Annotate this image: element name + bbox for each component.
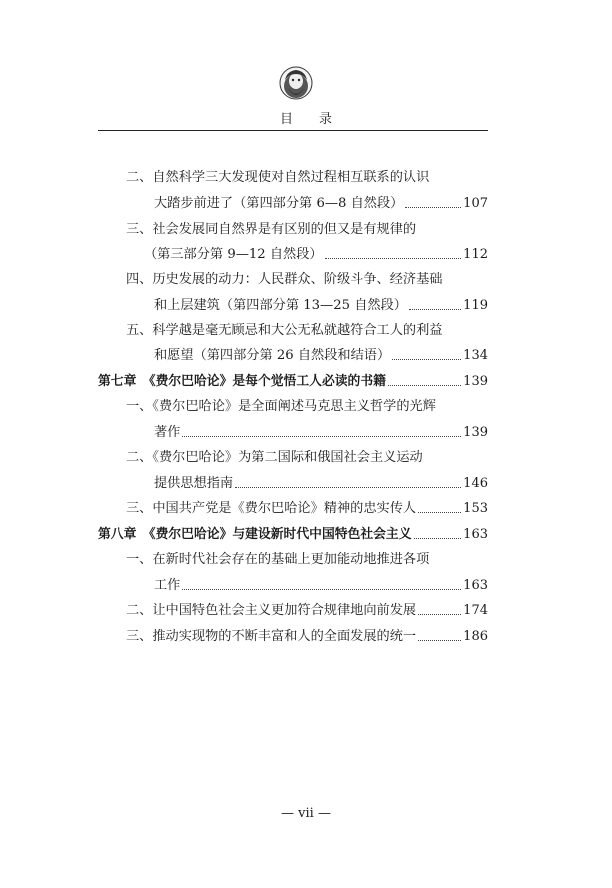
toc-chapter-entry[interactable] (98, 524, 488, 546)
page-footer-number: — vii — (281, 806, 331, 821)
toc-page-number: 107 (463, 196, 488, 211)
toc-entry-title: 四、历史发展的动力：人民群众、阶级斗争、经济基础 (126, 272, 443, 287)
toc-chapter-entry[interactable] (98, 371, 488, 393)
toc-entry[interactable] (126, 269, 443, 291)
toc-entry[interactable] (126, 549, 429, 571)
toc-entry[interactable] (126, 219, 416, 241)
toc-entry[interactable] (154, 295, 488, 317)
toc-entry[interactable] (154, 575, 488, 597)
toc-page-number: 174 (463, 603, 488, 618)
toc-entry[interactable] (144, 244, 488, 266)
toc-entry[interactable] (126, 320, 443, 342)
toc-page-number: 146 (463, 476, 488, 491)
toc-entry-title: 三、社会发展同自然界是有区别的但又是有规律的 (126, 222, 417, 237)
toc-leader-dots (414, 538, 462, 539)
toc-entry[interactable] (126, 498, 488, 520)
toc-chapter-title: 第七章 《费尔巴哈论》是每个觉悟工人必读的书籍 (98, 374, 386, 389)
toc-page-number: 119 (463, 298, 488, 313)
toc-page-number: 112 (463, 247, 488, 262)
toc-page-number: 139 (463, 374, 488, 389)
toc-page-number: 153 (463, 501, 488, 516)
toc-entry-title: 一、在新时代社会存在的基础上更加能动地推进各项 (126, 552, 430, 567)
toc-leader-dots (182, 436, 461, 437)
toc-entry-title: 和上层建筑（第四部分第 13—25 自然段） (154, 298, 407, 313)
toc-entry[interactable] (154, 193, 488, 215)
toc-entry[interactable] (126, 626, 488, 648)
toc-entry[interactable] (126, 167, 429, 189)
toc-entry-title: 三、推动实现物的不断丰富和人的全面发展的统一 (126, 629, 417, 644)
toc-page-number: 163 (463, 578, 488, 593)
toc-entry[interactable] (154, 422, 488, 444)
toc-page-number: 163 (463, 527, 488, 542)
toc-leader-dots (392, 359, 461, 360)
toc-entry-title: 二、让中国特色社会主义更加符合规律地向前发展 (126, 603, 417, 618)
toc-entry-title: 二、《费尔巴哈论》为第二国际和俄国社会主义运动 (126, 450, 423, 465)
toc-entry-title: 三、中国共产党是《费尔巴哈论》精神的忠实传人 (126, 501, 417, 516)
toc-leader-dots (418, 640, 461, 641)
toc-entry[interactable] (126, 600, 488, 622)
toc-page-number: 139 (463, 425, 488, 440)
toc-entry[interactable] (154, 473, 488, 495)
toc-leader-dots (235, 487, 461, 488)
toc-leader-dots (405, 207, 461, 208)
toc-entry[interactable] (154, 345, 488, 367)
toc-leader-dots (182, 589, 461, 590)
toc-entry-title: 著作 (154, 425, 181, 440)
toc-entry-title: 工作 (154, 578, 181, 593)
toc-entry[interactable] (126, 447, 423, 469)
toc-entry[interactable] (126, 396, 436, 418)
toc-entry-title: （第三部分第 9—12 自然段） (144, 247, 323, 262)
toc-entry-title: 和愿望（第四部分第 26 自然段和结语） (154, 348, 391, 363)
toc-leader-dots (325, 258, 462, 259)
toc-leader-dots (409, 309, 461, 310)
toc-leader-dots (418, 512, 461, 513)
toc-entry-title: 二、自然科学三大发现使对自然过程相互联系的认识 (126, 170, 430, 185)
toc-entry-title: 大踏步前进了（第四部分第 6—8 自然段） (154, 196, 404, 211)
toc-leader-dots (418, 614, 461, 615)
toc-entry-title: 提供思想指南 (154, 476, 234, 491)
toc-page-number: 134 (463, 348, 488, 363)
toc-page-number: 186 (463, 629, 488, 644)
toc-entry-title: 一、《费尔巴哈论》是全面阐述马克思主义哲学的光辉 (126, 399, 436, 414)
toc-chapter-title: 第八章 《费尔巴哈论》与建设新时代中国特色社会主义 (98, 527, 412, 542)
toc-leader-dots (388, 385, 461, 386)
page-header-title: 目 录 (279, 112, 332, 127)
toc-entry-title: 五、科学越是毫无顾忌和大公无私就越符合工人的利益 (126, 323, 443, 338)
